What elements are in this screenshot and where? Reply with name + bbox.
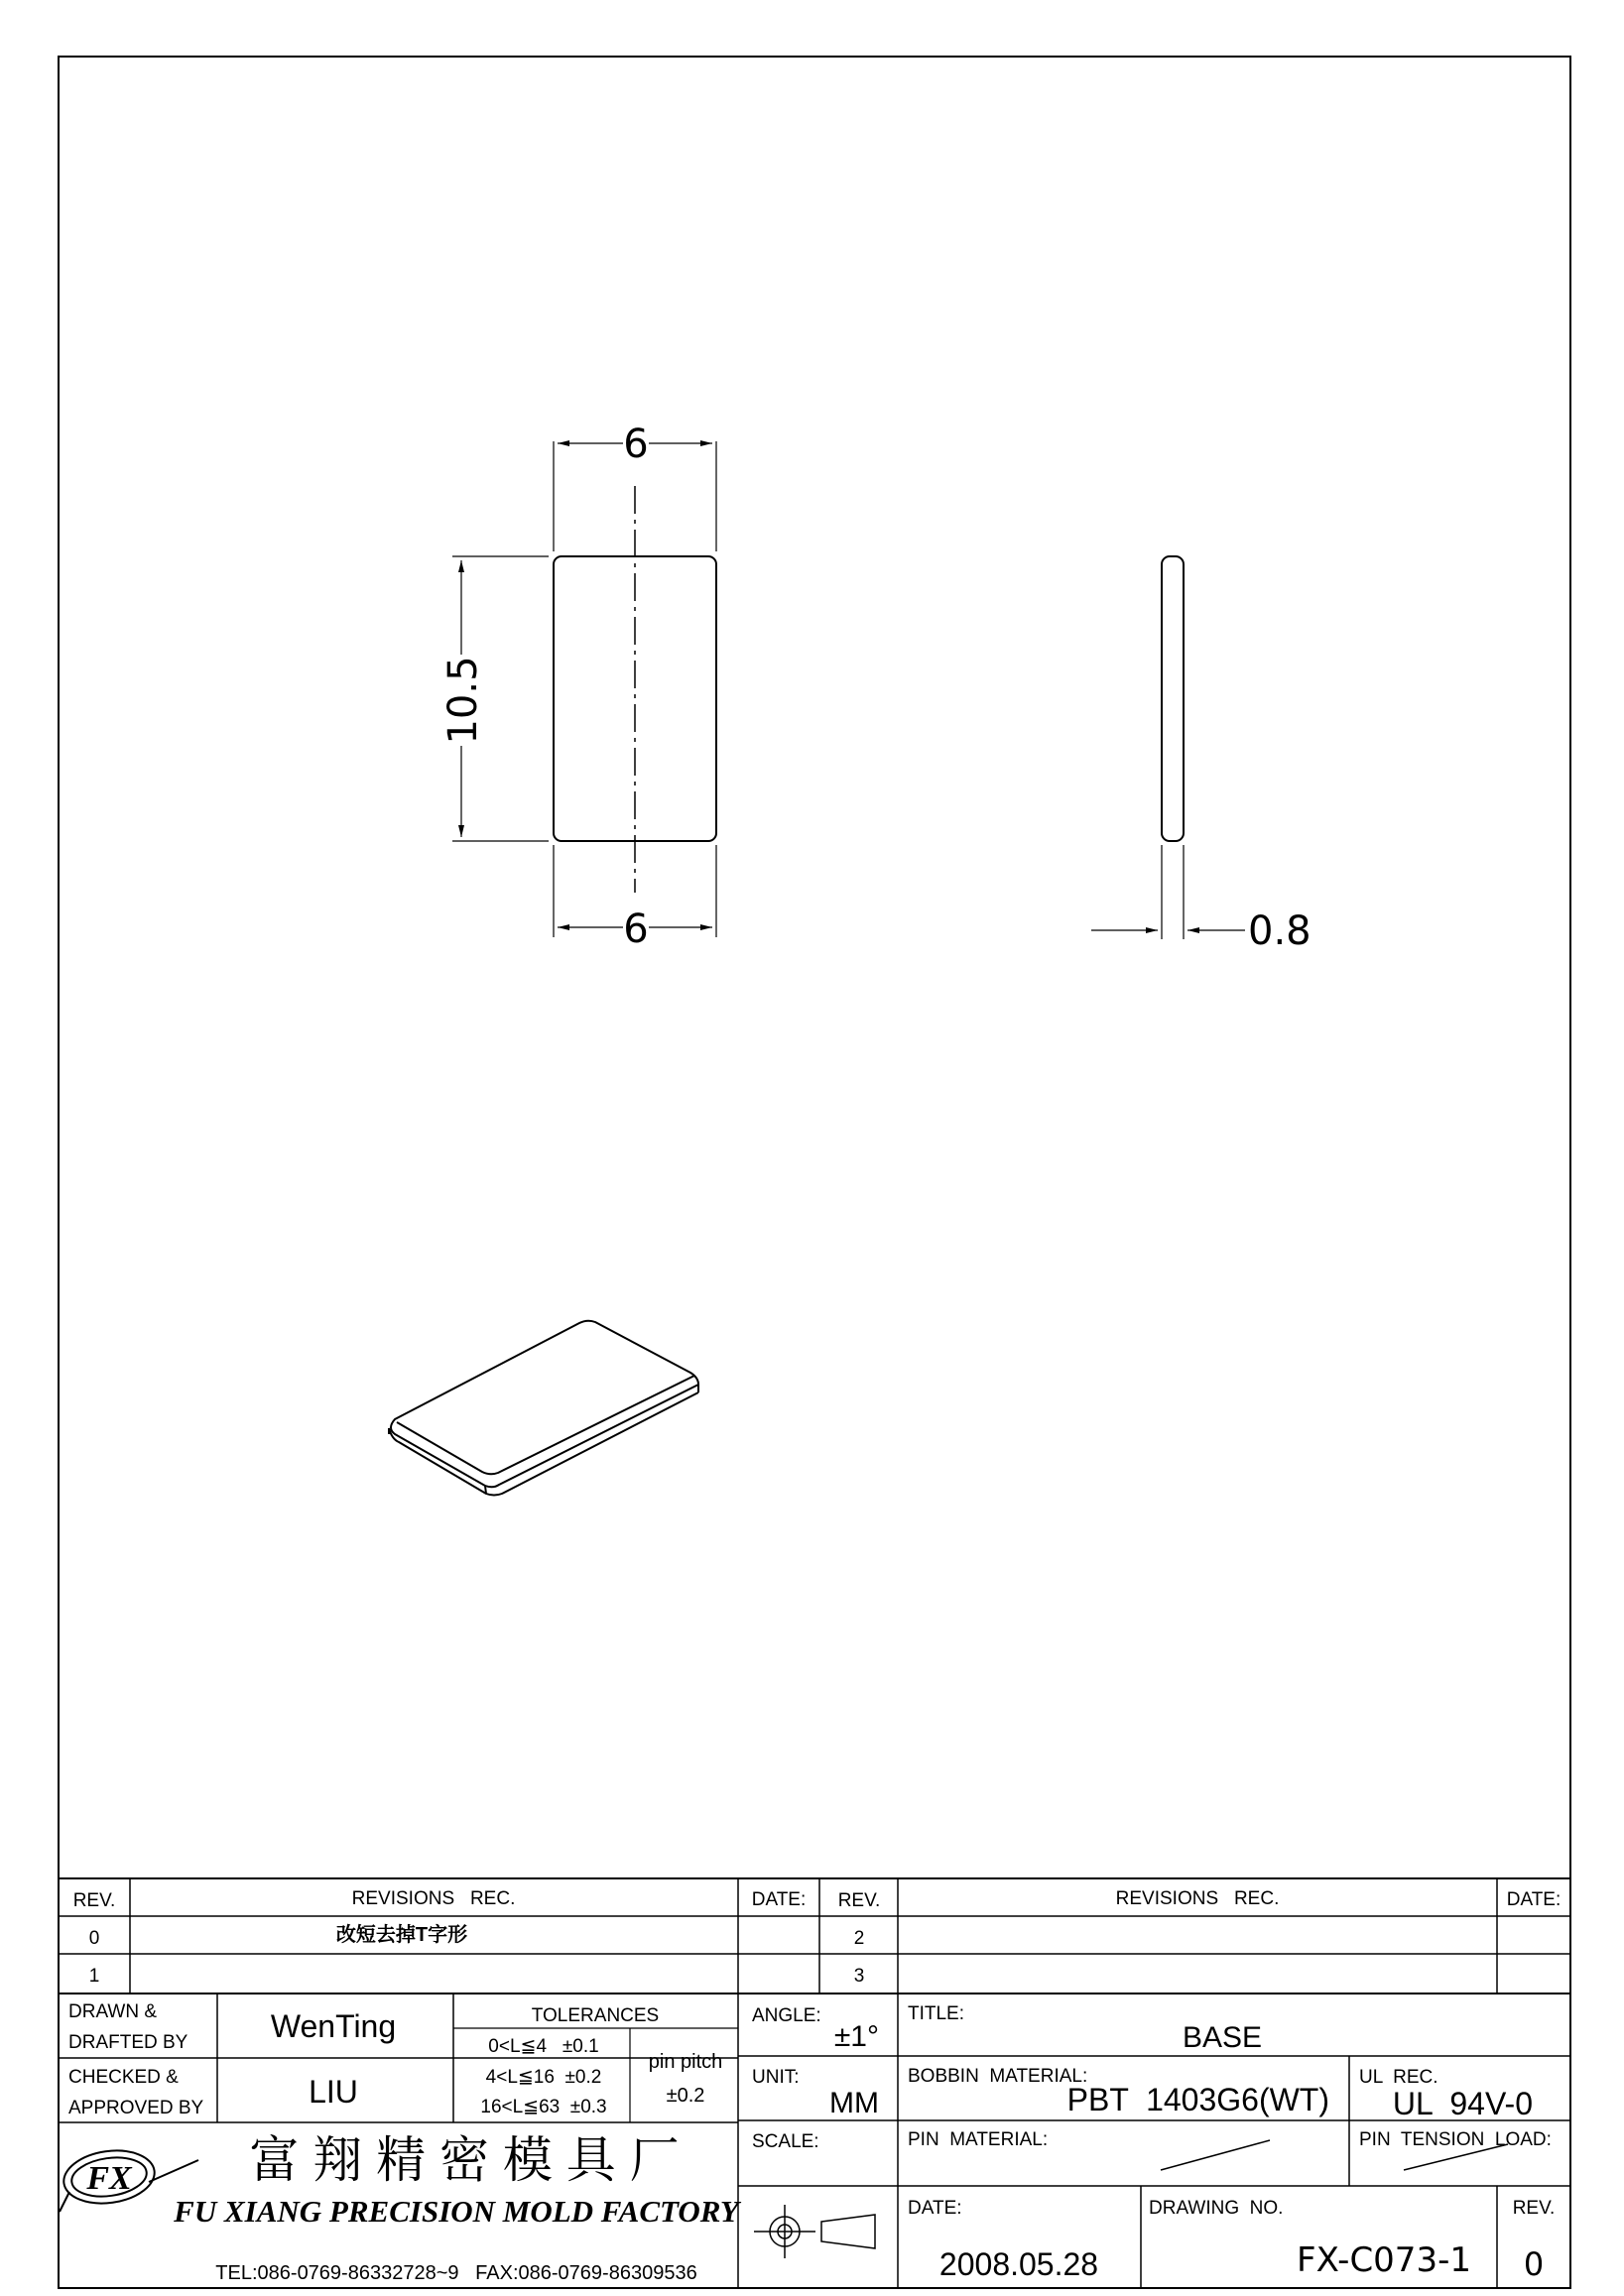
unit-label: UNIT: bbox=[752, 2067, 800, 2088]
rev-header-right: REV. bbox=[837, 1890, 881, 1911]
angle-value: ±1° bbox=[833, 2020, 879, 2053]
date-header-right: DATE: bbox=[1506, 1889, 1562, 1910]
drawn-by: WenTing bbox=[270, 2008, 397, 2044]
title-value: BASE bbox=[1182, 2021, 1263, 2054]
bobbin-material-value: PBT 1403G6(WT) bbox=[1066, 2082, 1329, 2117]
front-view bbox=[452, 441, 716, 937]
revisions-rec-header-left: REVISIONS REC. bbox=[351, 1888, 516, 1909]
pin-tension-label: PIN TENSION LOAD: bbox=[1359, 2129, 1552, 2150]
tolerance-3: 16<L≦63 ±0.3 bbox=[480, 2097, 607, 2117]
tolerance-2: 4<L≦16 ±0.2 bbox=[485, 2067, 602, 2088]
drawn-label-1: DRAWN & bbox=[68, 2001, 158, 2022]
rev-row-0-rec: 改短去掉T字形 bbox=[335, 1924, 468, 1946]
unit-value: MM bbox=[829, 2087, 879, 2119]
tolerance-1: 0<L≦4 ±0.1 bbox=[488, 2036, 599, 2057]
side-view-outline bbox=[1162, 556, 1184, 841]
rev-row-2: 2 bbox=[853, 1928, 865, 1949]
dim-bottom-width: 6 bbox=[623, 906, 649, 952]
pin-pitch-label: pin pitch bbox=[648, 2051, 723, 2073]
projection-symbol-icon bbox=[754, 2205, 875, 2258]
rev-value: 0 bbox=[1523, 2245, 1545, 2283]
bobbin-material-label: BOBBIN MATERIAL: bbox=[908, 2066, 1088, 2087]
company-name-en: FU XIANG PRECISION MOLD FACTORY bbox=[174, 2194, 739, 2229]
scale-label: SCALE: bbox=[752, 2131, 819, 2152]
pin-material-label: PIN MATERIAL: bbox=[908, 2129, 1049, 2150]
dim-height: 10.5 bbox=[440, 656, 486, 745]
pin-pitch-value: ±0.2 bbox=[666, 2085, 705, 2107]
title-label: TITLE: bbox=[908, 2003, 965, 2024]
tolerances-label: TOLERANCES bbox=[531, 2005, 660, 2026]
revisions-rec-header-right: REVISIONS REC. bbox=[1115, 1888, 1280, 1909]
dim-top-width: 6 bbox=[623, 422, 649, 467]
date-header-left: DATE: bbox=[751, 1889, 807, 1910]
rev-row-3: 3 bbox=[853, 1966, 865, 1987]
checked-label-1: CHECKED & bbox=[68, 2067, 179, 2088]
company-contact: TEL:086-0769-86332728~9 FAX:086-0769-86309536 bbox=[215, 2262, 697, 2284]
side-view bbox=[1091, 556, 1245, 939]
date-value: 2008.05.28 bbox=[938, 2246, 1099, 2282]
isometric-view bbox=[389, 1321, 698, 1496]
company-name-cn: 富 翔 精 密 模 具 厂 bbox=[249, 2132, 680, 2188]
drawn-label-2: DRAFTED BY bbox=[68, 2032, 188, 2053]
angle-label: ANGLE: bbox=[752, 2005, 821, 2026]
logo-text: FX bbox=[86, 2160, 132, 2197]
checked-by: LIU bbox=[309, 2074, 358, 2110]
rev-row-1: 1 bbox=[88, 1966, 100, 1987]
rev-label: REV. bbox=[1512, 2198, 1556, 2219]
dim-thickness: 0.8 bbox=[1248, 908, 1312, 954]
rev-header-left: REV. bbox=[72, 1890, 116, 1911]
checked-label-2: APPROVED BY bbox=[68, 2098, 204, 2118]
drawing-no-value: FX-C073-1 bbox=[1297, 2240, 1471, 2280]
rev-row-0: 0 bbox=[88, 1928, 100, 1949]
ul-rec-label: UL REC. bbox=[1359, 2067, 1438, 2088]
date-label: DATE: bbox=[908, 2198, 962, 2219]
drawing-no-label: DRAWING NO. bbox=[1149, 2198, 1284, 2219]
ul-rec-value: UL 94V-0 bbox=[1392, 2086, 1533, 2121]
